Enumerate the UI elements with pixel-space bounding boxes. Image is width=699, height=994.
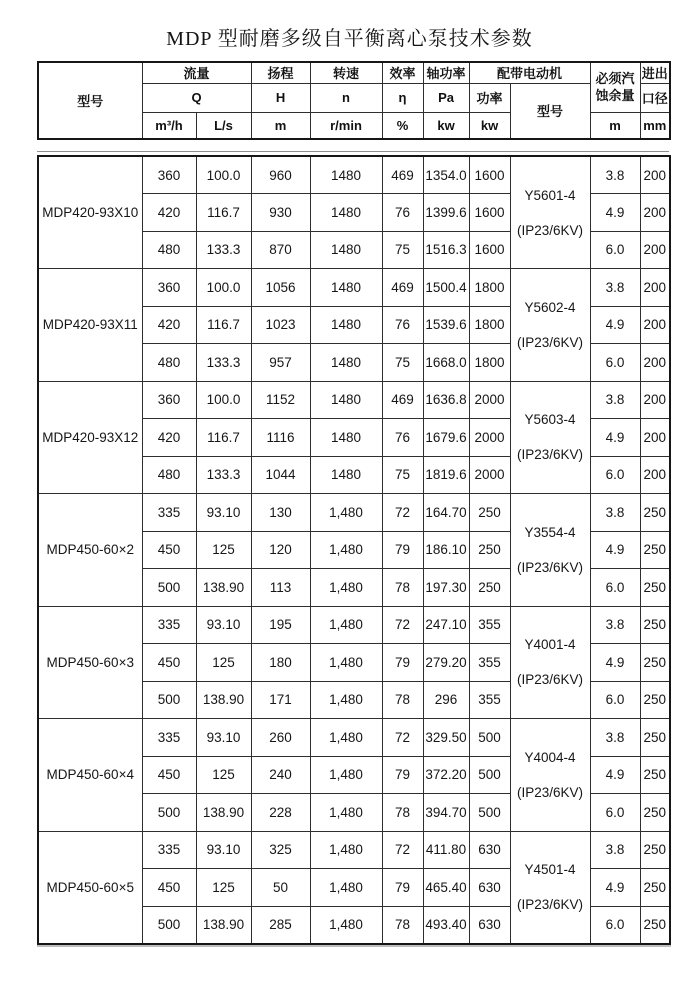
value-cell: 79 (382, 531, 423, 569)
value-cell: 493.40 (423, 906, 469, 944)
value-cell: 3.8 (590, 719, 640, 757)
value-cell: 500 (142, 906, 196, 944)
value-cell: 116.7 (196, 306, 251, 344)
motor-model-line1: Y4001-4 (524, 637, 576, 653)
pump-model-cell: MDP450-60×4 (38, 719, 142, 832)
value-cell: 250 (469, 569, 510, 607)
value-cell: 1,480 (310, 606, 382, 644)
value-cell: 200 (640, 419, 670, 457)
motor-model-line2: (IP23/6KV) (516, 897, 584, 912)
header-row-1 (38, 62, 670, 83)
value-cell: 133.3 (196, 456, 251, 494)
value-cell: 72 (382, 606, 423, 644)
value-cell: 116.7 (196, 194, 251, 232)
value-cell: 1516.3 (423, 231, 469, 269)
value-cell: 1023 (251, 306, 310, 344)
value-cell: 1679.6 (423, 419, 469, 457)
value-cell: 164.70 (423, 494, 469, 532)
value-cell: 6.0 (590, 344, 640, 382)
value-cell: 250 (469, 531, 510, 569)
value-cell: 500 (142, 681, 196, 719)
value-cell: 2000 (469, 456, 510, 494)
value-cell: 76 (382, 306, 423, 344)
value-cell: 250 (469, 494, 510, 532)
value-cell: 394.70 (423, 794, 469, 832)
page-title: MDP 型耐磨多级自平衡离心泵技术参数 (166, 28, 533, 50)
data-row (38, 606, 670, 644)
value-cell: 420 (142, 419, 196, 457)
motor-model-line2: (IP23/6KV) (516, 672, 584, 688)
value-cell: 4.9 (590, 869, 640, 907)
value-cell: 6.0 (590, 456, 640, 494)
value-cell: 480 (142, 231, 196, 269)
motor-model-line2: (IP23/6KV) (516, 559, 584, 575)
motor-model-line1: Y4501-4 (524, 862, 576, 877)
value-cell: 325 (251, 831, 310, 869)
value-cell: 1480 (310, 381, 382, 419)
value-cell: 78 (382, 906, 423, 944)
header-speed: 转速 (310, 62, 382, 83)
value-cell: 1,480 (310, 756, 382, 794)
value-cell: 930 (251, 194, 310, 232)
value-cell: 1480 (310, 269, 382, 307)
value-cell: 335 (142, 719, 196, 757)
pump-model-cell: MDP420-93X12 (38, 381, 142, 494)
value-cell: 93.10 (196, 719, 251, 757)
value-cell: 1,480 (310, 681, 382, 719)
value-cell: 1800 (469, 306, 510, 344)
value-cell: 4.9 (590, 194, 640, 232)
value-cell: 960 (251, 156, 310, 194)
value-cell: 78 (382, 681, 423, 719)
header-efficiency-unit: % (382, 112, 423, 139)
value-cell: 100.0 (196, 269, 251, 307)
value-cell: 75 (382, 231, 423, 269)
value-cell: 1800 (469, 269, 510, 307)
header-speed-symbol: n (310, 83, 382, 112)
value-cell: 125 (196, 869, 251, 907)
motor-model-line1: Y3554-4 (524, 524, 576, 540)
header-motor-power: 功率 (469, 83, 510, 112)
value-cell: 420 (142, 194, 196, 232)
value-cell: 411.80 (423, 831, 469, 869)
header-head-unit: m (251, 112, 310, 139)
value-cell: 1399.6 (423, 194, 469, 232)
value-cell: 1636.8 (423, 381, 469, 419)
pump-model-cell: MDP450-60×3 (38, 606, 142, 719)
value-cell: 355 (469, 644, 510, 682)
value-cell: 335 (142, 494, 196, 532)
value-cell: 500 (469, 756, 510, 794)
value-cell: 76 (382, 194, 423, 232)
value-cell: 1,480 (310, 794, 382, 832)
value-cell: 4.9 (590, 306, 640, 344)
value-cell: 130 (251, 494, 310, 532)
header-flow-unit-ls: L/s (196, 112, 251, 139)
value-cell: 79 (382, 756, 423, 794)
value-cell: 6.0 (590, 906, 640, 944)
header-speed-unit: r/min (310, 112, 382, 139)
pump-model-cell: MDP420-93X11 (38, 269, 142, 382)
value-cell: 6.0 (590, 681, 640, 719)
value-cell: 6.0 (590, 569, 640, 607)
value-cell: 957 (251, 344, 310, 382)
value-cell: 1500.4 (423, 269, 469, 307)
value-cell: 186.10 (423, 531, 469, 569)
value-cell: 1354.0 (423, 156, 469, 194)
value-cell: 79 (382, 644, 423, 682)
header-motor-group: 配带电动机 (469, 62, 590, 83)
value-cell: 1480 (310, 456, 382, 494)
value-cell: 200 (640, 231, 670, 269)
value-cell: 250 (640, 569, 670, 607)
value-cell: 469 (382, 156, 423, 194)
value-cell: 1056 (251, 269, 310, 307)
value-cell: 3.8 (590, 269, 640, 307)
motor-model-line2: (IP23/6KV) (516, 447, 584, 463)
value-cell: 93.10 (196, 831, 251, 869)
value-cell: 3.8 (590, 606, 640, 644)
value-cell: 450 (142, 756, 196, 794)
value-cell: 1,480 (310, 906, 382, 944)
value-cell: 372.20 (423, 756, 469, 794)
value-cell: 1480 (310, 194, 382, 232)
value-cell: 250 (640, 681, 670, 719)
value-cell: 2000 (469, 381, 510, 419)
value-cell: 250 (640, 531, 670, 569)
value-cell: 197.30 (423, 569, 469, 607)
data-row (38, 831, 670, 869)
data-row (38, 156, 670, 194)
data-row (38, 494, 670, 532)
value-cell: 1539.6 (423, 306, 469, 344)
value-cell: 200 (640, 269, 670, 307)
value-cell: 1800 (469, 344, 510, 382)
value-cell: 125 (196, 531, 251, 569)
data-row (38, 381, 670, 419)
value-cell: 171 (251, 681, 310, 719)
value-cell: 250 (640, 756, 670, 794)
value-cell: 1,480 (310, 644, 382, 682)
value-cell: 1152 (251, 381, 310, 419)
value-cell: 247.10 (423, 606, 469, 644)
header-shaft-power: 轴功率 (423, 62, 469, 83)
motor-model-cell (510, 269, 590, 382)
value-cell: 6.0 (590, 231, 640, 269)
motor-model-line2: (IP23/6KV) (516, 334, 584, 350)
motor-model-line1: Y5602-4 (524, 299, 576, 315)
value-cell: 78 (382, 569, 423, 607)
value-cell: 3.8 (590, 831, 640, 869)
value-cell: 630 (469, 831, 510, 869)
value-cell: 250 (640, 831, 670, 869)
value-cell: 355 (469, 681, 510, 719)
value-cell: 1,480 (310, 569, 382, 607)
value-cell: 133.3 (196, 344, 251, 382)
motor-model-line1: Y5603-4 (524, 412, 576, 428)
value-cell: 250 (640, 906, 670, 944)
value-cell: 1600 (469, 194, 510, 232)
value-cell: 1,480 (310, 494, 382, 532)
header-npsh: 必须汽蚀余量 (590, 62, 640, 112)
value-cell: 50 (251, 869, 310, 907)
motor-model-cell (510, 494, 590, 607)
header-efficiency-symbol: η (382, 83, 423, 112)
value-cell: 480 (142, 344, 196, 382)
value-cell: 469 (382, 381, 423, 419)
value-cell: 113 (251, 569, 310, 607)
value-cell: 1480 (310, 306, 382, 344)
value-cell: 4.9 (590, 531, 640, 569)
body-table (37, 155, 671, 945)
value-cell: 200 (640, 194, 670, 232)
motor-model-cell (510, 156, 590, 269)
value-cell: 76 (382, 419, 423, 457)
value-cell: 450 (142, 869, 196, 907)
value-cell: 360 (142, 381, 196, 419)
header-efficiency: 效率 (382, 62, 423, 83)
value-cell: 250 (640, 794, 670, 832)
value-cell: 72 (382, 494, 423, 532)
value-cell: 100.0 (196, 381, 251, 419)
value-cell: 1480 (310, 419, 382, 457)
header-flow-unit-m3h: m³/h (142, 112, 196, 139)
value-cell: 630 (469, 906, 510, 944)
value-cell: 450 (142, 644, 196, 682)
value-cell: 138.90 (196, 681, 251, 719)
value-cell: 355 (469, 606, 510, 644)
value-cell: 1480 (310, 344, 382, 382)
value-cell: 500 (142, 569, 196, 607)
header-pump-model: 型号 (38, 62, 142, 139)
value-cell: 75 (382, 456, 423, 494)
motor-model-cell (510, 381, 590, 494)
value-cell: 228 (251, 794, 310, 832)
value-cell: 125 (196, 644, 251, 682)
value-cell: 250 (640, 644, 670, 682)
value-cell: 116.7 (196, 419, 251, 457)
value-cell: 480 (142, 456, 196, 494)
value-cell: 78 (382, 794, 423, 832)
value-cell: 469 (382, 269, 423, 307)
value-cell: 420 (142, 306, 196, 344)
value-cell: 250 (640, 494, 670, 532)
value-cell: 4.9 (590, 644, 640, 682)
header-shaft-power-unit: kw (423, 112, 469, 139)
value-cell: 335 (142, 606, 196, 644)
value-cell: 6.0 (590, 794, 640, 832)
data-row (38, 269, 670, 307)
value-cell: 360 (142, 269, 196, 307)
header-head: 扬程 (251, 62, 310, 83)
divider-rule (37, 151, 669, 152)
value-cell: 138.90 (196, 906, 251, 944)
header-port-unit: mm (640, 112, 670, 139)
value-cell: 1,480 (310, 719, 382, 757)
value-cell: 200 (640, 381, 670, 419)
header-head-symbol: H (251, 83, 310, 112)
value-cell: 93.10 (196, 494, 251, 532)
value-cell: 260 (251, 719, 310, 757)
value-cell: 335 (142, 831, 196, 869)
value-cell: 75 (382, 344, 423, 382)
value-cell: 72 (382, 831, 423, 869)
value-cell: 296 (423, 681, 469, 719)
value-cell: 200 (640, 344, 670, 382)
motor-model-cell (510, 831, 590, 944)
header-npsh-unit: m (590, 112, 640, 139)
value-cell: 1,480 (310, 869, 382, 907)
header-motor-model: 型号 (510, 83, 590, 139)
value-cell: 630 (469, 869, 510, 907)
value-cell: 250 (640, 869, 670, 907)
value-cell: 1480 (310, 231, 382, 269)
value-cell: 329.50 (423, 719, 469, 757)
motor-model-line2: (IP23/6KV) (516, 784, 584, 800)
value-cell: 1480 (310, 156, 382, 194)
motor-model-line1: Y4004-4 (524, 749, 576, 765)
value-cell: 1819.6 (423, 456, 469, 494)
header-flow: 流量 (142, 62, 251, 83)
header-port-line1: 进出 (640, 62, 670, 83)
value-cell: 285 (251, 906, 310, 944)
value-cell: 195 (251, 606, 310, 644)
value-cell: 4.9 (590, 419, 640, 457)
pump-model-cell: MDP450-60×5 (38, 831, 142, 944)
value-cell: 279.20 (423, 644, 469, 682)
header-port-line2: 口径 (640, 83, 670, 112)
header-shaft-power-symbol: Pa (423, 83, 469, 112)
value-cell: 465.40 (423, 869, 469, 907)
value-cell: 1116 (251, 419, 310, 457)
value-cell: 1600 (469, 156, 510, 194)
body-rows (38, 156, 670, 944)
value-cell: 200 (640, 306, 670, 344)
value-cell: 1,480 (310, 831, 382, 869)
value-cell: 120 (251, 531, 310, 569)
value-cell: 500 (142, 794, 196, 832)
value-cell: 1600 (469, 231, 510, 269)
value-cell: 138.90 (196, 794, 251, 832)
value-cell: 3.8 (590, 494, 640, 532)
pump-model-cell: MDP420-93X10 (38, 156, 142, 269)
data-row (38, 719, 670, 757)
value-cell: 79 (382, 869, 423, 907)
value-cell: 250 (640, 719, 670, 757)
value-cell: 3.8 (590, 156, 640, 194)
value-cell: 1668.0 (423, 344, 469, 382)
value-cell: 1044 (251, 456, 310, 494)
value-cell: 240 (251, 756, 310, 794)
value-cell: 125 (196, 756, 251, 794)
header-motor-power-unit: kw (469, 112, 510, 139)
value-cell: 200 (640, 156, 670, 194)
value-cell: 200 (640, 456, 670, 494)
value-cell: 100.0 (196, 156, 251, 194)
motor-model-cell (510, 606, 590, 719)
value-cell: 180 (251, 644, 310, 682)
header-table (37, 61, 671, 140)
motor-model-cell (510, 719, 590, 832)
value-cell: 133.3 (196, 231, 251, 269)
value-cell: 500 (469, 719, 510, 757)
value-cell: 2000 (469, 419, 510, 457)
value-cell: 250 (640, 606, 670, 644)
pump-model-cell: MDP450-60×2 (38, 494, 142, 607)
value-cell: 360 (142, 156, 196, 194)
motor-model-line1: Y5601-4 (524, 187, 576, 203)
value-cell: 870 (251, 231, 310, 269)
value-cell: 500 (469, 794, 510, 832)
value-cell: 1,480 (310, 531, 382, 569)
value-cell: 3.8 (590, 381, 640, 419)
motor-model-line2: (IP23/6KV) (516, 222, 584, 238)
header-flow-symbol: Q (142, 83, 251, 112)
value-cell: 138.90 (196, 569, 251, 607)
value-cell: 72 (382, 719, 423, 757)
value-cell: 93.10 (196, 606, 251, 644)
value-cell: 4.9 (590, 756, 640, 794)
value-cell: 450 (142, 531, 196, 569)
